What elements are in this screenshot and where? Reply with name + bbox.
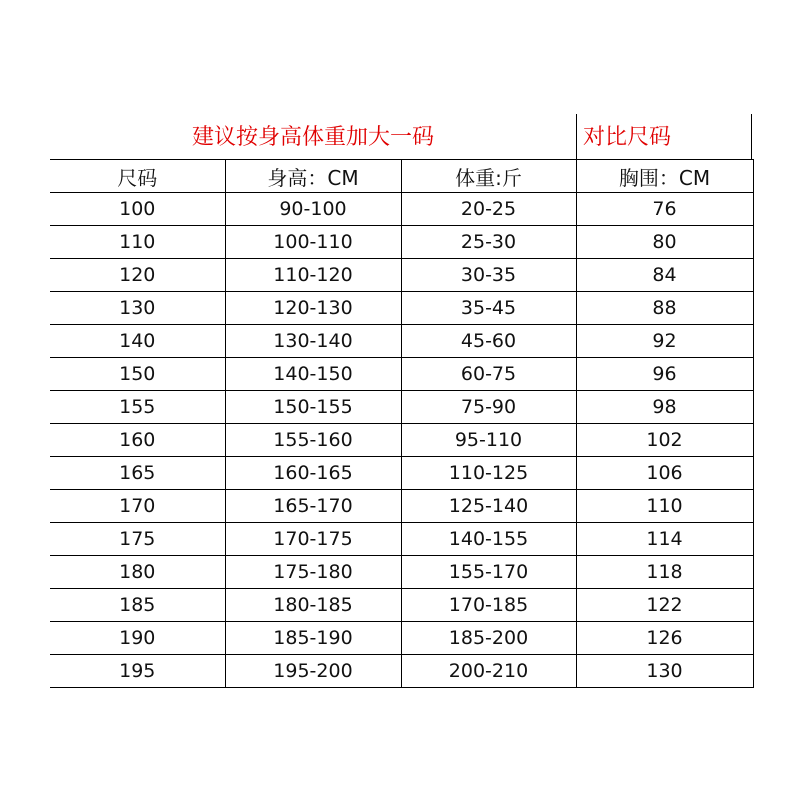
cell-weight: 45-60 (401, 325, 576, 358)
cell-chest: 126 (576, 622, 753, 655)
cell-size: 190 (50, 622, 225, 655)
table-row (50, 655, 753, 688)
cell-weight: 30-35 (401, 259, 576, 292)
cell-size: 195 (50, 655, 225, 688)
cell-weight: 155-170 (401, 556, 576, 589)
table-row (50, 259, 753, 292)
cell-size: 140 (50, 325, 225, 358)
cell-height: 170-175 (225, 523, 401, 556)
cell-weight: 20-25 (401, 193, 576, 226)
title-divider-right (751, 114, 752, 159)
cell-height: 175-180 (225, 556, 401, 589)
cell-chest: 88 (576, 292, 753, 325)
cell-size: 185 (50, 589, 225, 622)
header-height: 身高：CM (225, 160, 401, 193)
cell-weight: 75-90 (401, 391, 576, 424)
cell-weight: 140-155 (401, 523, 576, 556)
size-chart (50, 114, 753, 688)
header-row (50, 160, 753, 193)
cell-chest: 106 (576, 457, 753, 490)
cell-chest: 84 (576, 259, 753, 292)
cell-size: 170 (50, 490, 225, 523)
cell-height: 130-140 (225, 325, 401, 358)
cell-chest: 122 (576, 589, 753, 622)
cell-size: 160 (50, 424, 225, 457)
table-row (50, 589, 753, 622)
cell-size: 165 (50, 457, 225, 490)
cell-height: 100-110 (225, 226, 401, 259)
cell-size: 175 (50, 523, 225, 556)
table-row (50, 193, 753, 226)
cell-height: 90-100 (225, 193, 401, 226)
title-recommendation: 建议按身高体重加大一码 (191, 125, 434, 150)
cell-weight: 35-45 (401, 292, 576, 325)
cell-chest: 96 (576, 358, 753, 391)
cell-chest: 118 (576, 556, 753, 589)
table-body (50, 193, 753, 688)
cell-chest: 98 (576, 391, 753, 424)
cell-size: 180 (50, 556, 225, 589)
table-row (50, 622, 753, 655)
cell-chest: 76 (576, 193, 753, 226)
cell-weight: 60-75 (401, 358, 576, 391)
table-row (50, 391, 753, 424)
cell-height: 185-190 (225, 622, 401, 655)
cell-chest: 102 (576, 424, 753, 457)
cell-chest: 114 (576, 523, 753, 556)
cell-weight: 170-185 (401, 589, 576, 622)
cell-weight: 125-140 (401, 490, 576, 523)
cell-weight: 25-30 (401, 226, 576, 259)
table-row (50, 358, 753, 391)
table-row (50, 325, 753, 358)
cell-height: 155-160 (225, 424, 401, 457)
cell-height: 195-200 (225, 655, 401, 688)
cell-size: 100 (50, 193, 225, 226)
cell-height: 180-185 (225, 589, 401, 622)
table-row (50, 226, 753, 259)
size-table (50, 159, 754, 688)
cell-size: 130 (50, 292, 225, 325)
header-size: 尺码 (50, 160, 225, 193)
table-row (50, 556, 753, 589)
title-compare-size: 对比尺码 (583, 125, 672, 150)
table-row (50, 292, 753, 325)
table-row (50, 490, 753, 523)
header-weight: 体重:斤 (401, 160, 576, 193)
cell-size: 120 (50, 259, 225, 292)
cell-height: 150-155 (225, 391, 401, 424)
table-row (50, 523, 753, 556)
cell-size: 155 (50, 391, 225, 424)
cell-chest: 130 (576, 655, 753, 688)
header-chest: 胸围：CM (576, 160, 753, 193)
cell-chest: 80 (576, 226, 753, 259)
cell-weight: 200-210 (401, 655, 576, 688)
cell-height: 140-150 (225, 358, 401, 391)
cell-weight: 110-125 (401, 457, 576, 490)
cell-height: 120-130 (225, 292, 401, 325)
cell-weight: 185-200 (401, 622, 576, 655)
cell-size: 110 (50, 226, 225, 259)
cell-chest: 110 (576, 490, 753, 523)
cell-chest: 92 (576, 325, 753, 358)
cell-height: 165-170 (225, 490, 401, 523)
title-divider (576, 114, 577, 159)
cell-height: 110-120 (225, 259, 401, 292)
table-row (50, 457, 753, 490)
table-row (50, 424, 753, 457)
cell-height: 160-165 (225, 457, 401, 490)
cell-size: 150 (50, 358, 225, 391)
title-row (50, 114, 753, 159)
cell-weight: 95-110 (401, 424, 576, 457)
